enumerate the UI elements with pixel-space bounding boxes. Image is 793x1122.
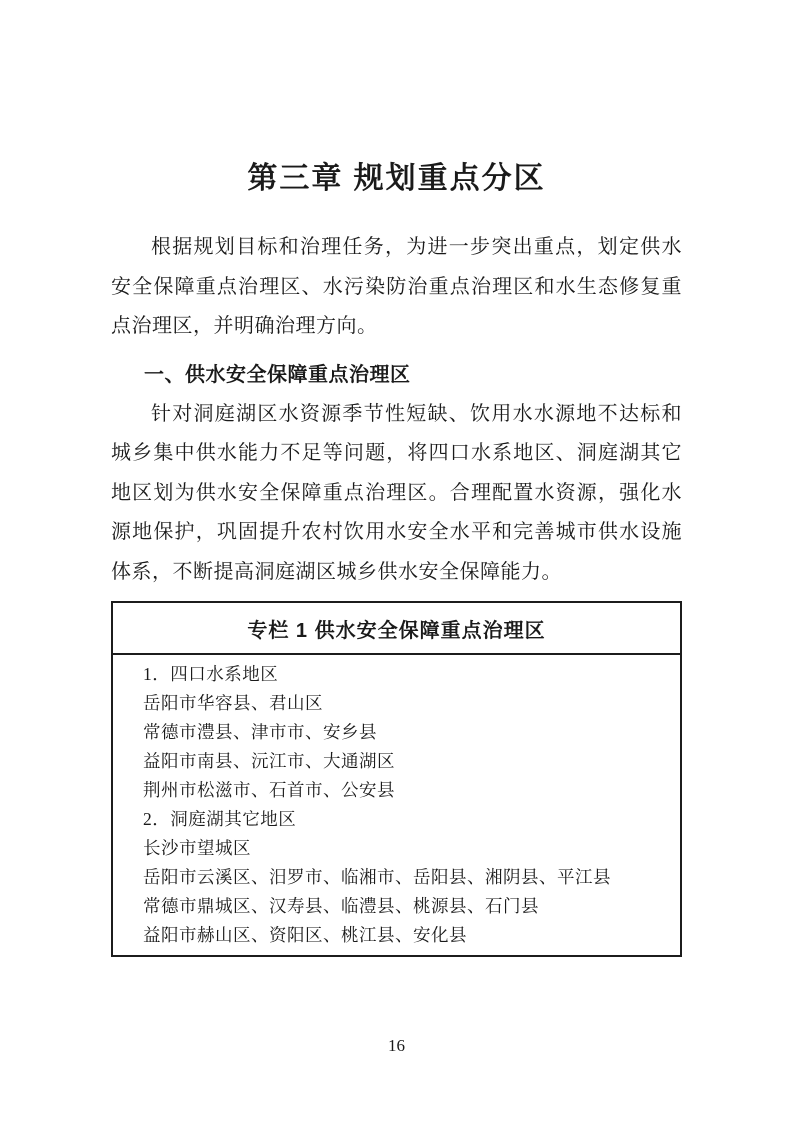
- callout-list-item: 常德市鼎城区、汉寿县、临澧县、桃源县、石门县: [143, 896, 539, 916]
- section-paragraph: 针对洞庭湖区水资源季节性短缺、饮用水水源地不达标和城乡集中供水能力不足等问题，将四口水系地区、洞庭湖其它地区划为供水安全保障重点治理区。合理配置水资源，强化水源地保护，巩固提升农村饮用水安全水平和完善城市供水设施体系，不断提高洞庭湖区城乡供水安全保障能力。: [111, 402, 682, 583]
- callout-list-item: 益阳市南县、沅江市、大通湖区: [143, 751, 395, 771]
- callout-list-item: 益阳市赫山区、资阳区、桃江县、安化县: [143, 925, 467, 945]
- page-number: 16: [388, 1036, 405, 1055]
- callout-list-item: 1．四口水系地区: [143, 664, 279, 684]
- callout-list-item: 常德市澧县、津市市、安乡县: [143, 722, 377, 742]
- callout-list-item: 长沙市望城区: [143, 838, 251, 858]
- callout-box-title: 专栏 1 供水安全保障重点治理区: [113, 603, 680, 655]
- callout-list-item: 荆州市松滋市、石首市、公安县: [143, 780, 395, 800]
- callout-list-item: 岳阳市华容县、君山区: [143, 693, 323, 713]
- callout-list-item: 岳阳市云溪区、汨罗市、临湘市、岳阳县、湘阴县、平江县: [143, 867, 611, 887]
- intro-paragraph: 根据规划目标和治理任务，为进一步突出重点，划定供水安全保障重点治理区、水污染防治重点治理区和水生态修复重点治理区，并明确治理方向。: [111, 236, 682, 337]
- callout-box-list: [113, 655, 680, 955]
- section-heading: 一、供水安全保障重点治理区: [144, 363, 411, 386]
- callout-box: [111, 601, 682, 957]
- chapter-title: 第三章 规划重点分区: [247, 162, 546, 195]
- callout-list-item: 2．洞庭湖其它地区: [143, 809, 297, 829]
